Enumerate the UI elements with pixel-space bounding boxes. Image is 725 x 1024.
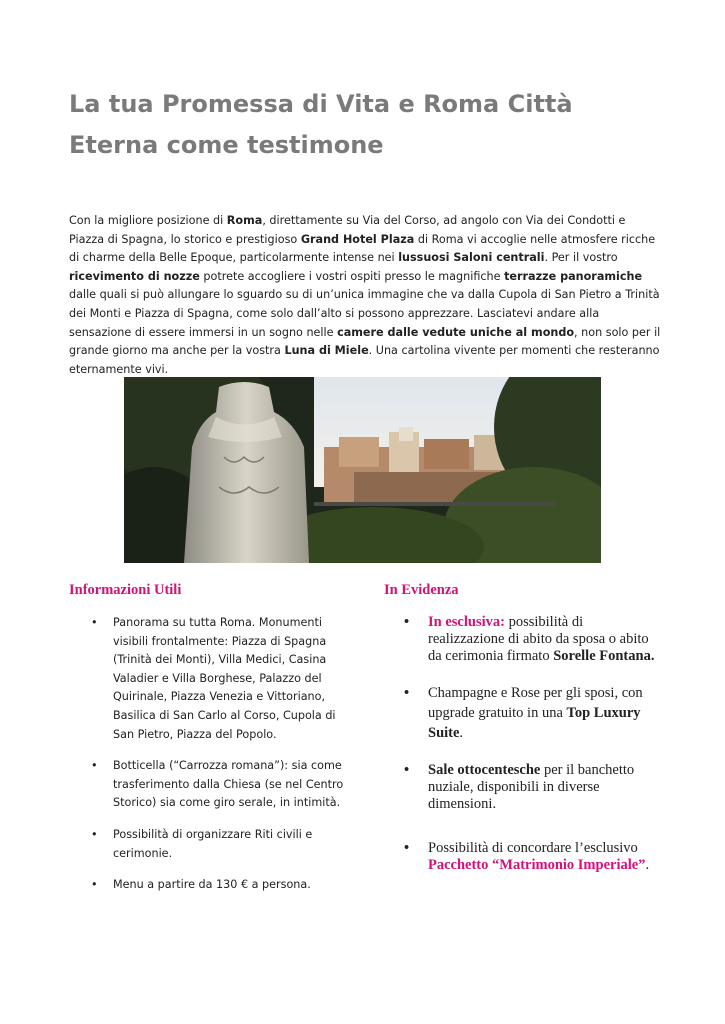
info-list — [89, 614, 349, 908]
wedding-dress-rome-photo — [124, 377, 601, 563]
intro-paragraph: Con la migliore posizione di Roma, direttamente su Via del Corso, ad angolo con Via dei Condotti e Piazza di Spagna, lo storico e prestigioso Grand Hotel Plaza di Roma vi accoglie nelle atmosfere ricche di charme della Belle Epoque, particolarmente intense nei lussuosi Saloni centrali. Per il vostro ricevimento di nozze potrete accogliere i vostri ospiti presso le magnifiche terrazze panoramiche dalle quali si può allungare lo sguardo su di un’unica immagine che va dalla Cupola di San Pietro a Trinità dei Monti e Piazza di Spagna, come solo dall’alto si possono apprezzare. Lasciatevi andare alla sensazione di essere immersi in un sogno nelle camere dalle vedute uniche al mondo, non solo per il grande giorno ma anche per la vostra Luna di Miele. Una cartolina vivente per momenti che resteranno eternamente vivi. — [69, 214, 661, 376]
list-item: • Sale ottocentesche per il banchetto nuziale, disponibili in diverse dimensioni. — [404, 762, 659, 813]
highlights-heading: In Evidenza — [384, 582, 459, 598]
list-item: • Panorama su tutta Roma. Monumenti visibili frontalmente: Piazza di Spagna (Trinità dei Monti), Villa Medici, Casina Valadier e Villa Borghese, Palazzo del Quirinale, Piazza Venezia e Vittoriano, Basilica di San Carlo al Corso, Cupola di San Pietro, Piazza del Popolo. — [89, 614, 349, 744]
list-item: • Champagne e Rose per gli sposi, con upgrade gratuito in una Top Luxury Suite. — [404, 683, 659, 743]
highlights-list — [404, 614, 659, 874]
list-item: • In esclusiva: possibilità di realizzazione di abito da sposa o abito da cerimonia firmato Sorelle Fontana. — [404, 614, 659, 665]
list-item: • Botticella (“Carrozza romana”): sia come trasferimento dalla Chiesa (se nel Centro Storico) sia come giro serale, in intimità. — [89, 757, 349, 813]
list-item: • Menu a partire da 130 € a persona. — [89, 876, 349, 895]
list-item: • Possibilità di concordare l’esclusivo Pacchetto “Matrimonio Imperiale”. — [404, 840, 659, 874]
list-item: • Possibilità di organizzare Riti civili e cerimonie. — [89, 826, 349, 863]
page-title: La tua Promessa di Vita e Roma Città Eterna come testimone — [69, 90, 573, 159]
info-heading: Informazioni Utili — [69, 582, 182, 598]
